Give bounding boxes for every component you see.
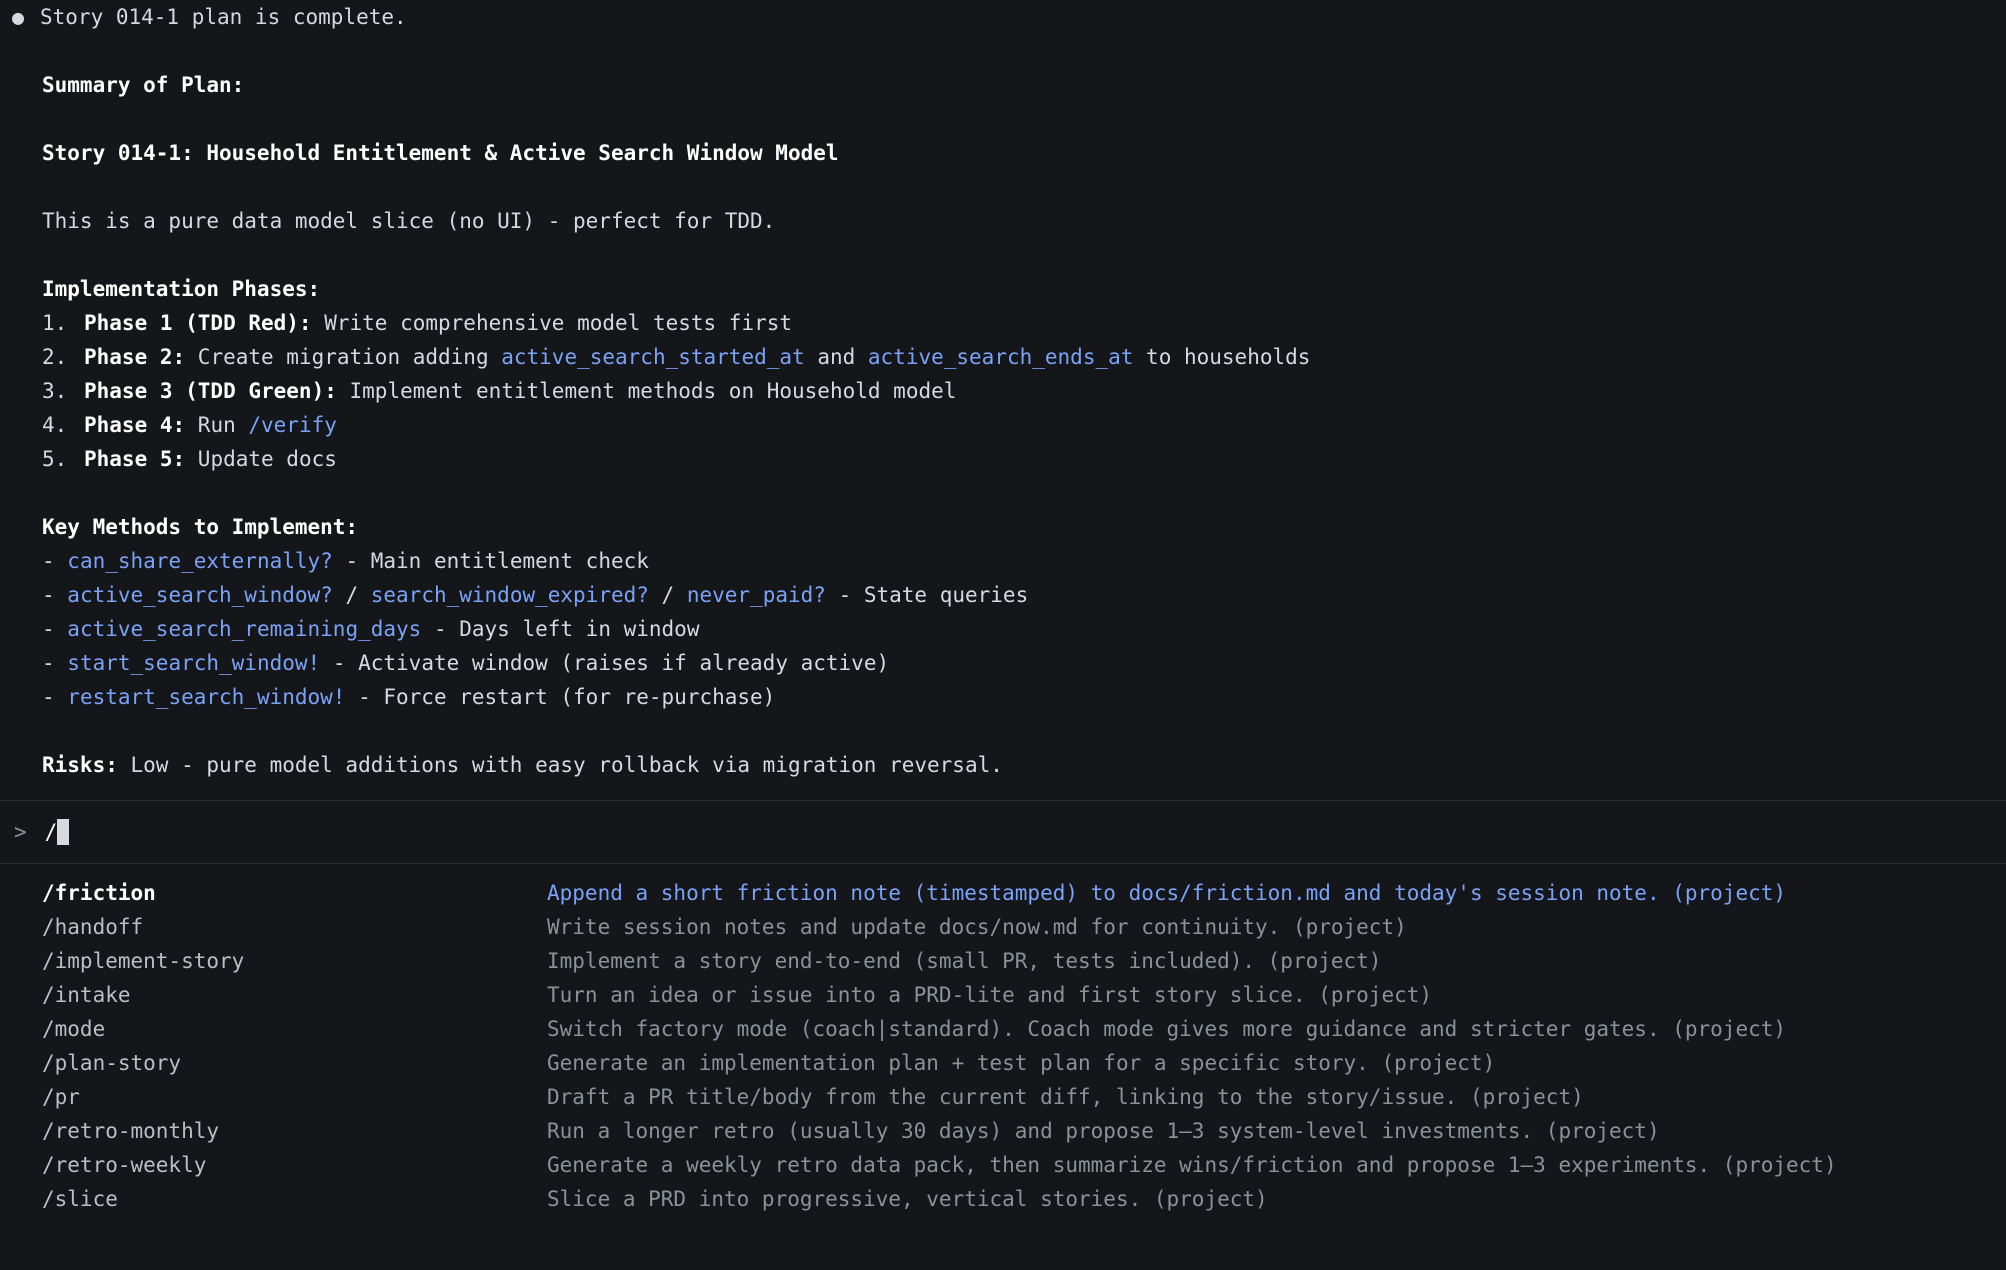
phase-item xyxy=(0,306,2006,340)
phase-code: active_search_started_at xyxy=(501,345,805,369)
spacer xyxy=(0,170,2006,204)
command-name: /retro-monthly xyxy=(42,1119,220,1143)
command-name: /handoff xyxy=(42,915,144,939)
method-code-2: search_window_expired? xyxy=(370,583,649,607)
method-dash: - xyxy=(42,549,68,573)
method-item xyxy=(0,646,2006,680)
command-item-pr[interactable] xyxy=(0,1080,2006,1114)
phase-text: Write comprehensive model tests first xyxy=(311,311,793,335)
method-item xyxy=(0,680,2006,714)
command-description: Append a short friction note (timestamped) to docs/friction.md and today's session note. (project) xyxy=(547,881,1787,905)
command-name: /friction xyxy=(42,881,156,905)
phase-code: /verify xyxy=(248,413,337,437)
command-item-slice[interactable] xyxy=(0,1182,2006,1216)
command-name: /plan-story xyxy=(42,1051,182,1075)
method-item xyxy=(0,544,2006,578)
command-item-implement-story[interactable] xyxy=(0,944,2006,978)
method-code: restart_search_window! xyxy=(67,685,346,709)
command-name: /retro-weekly xyxy=(42,1153,207,1177)
phase-number: 3. xyxy=(42,379,68,403)
method-sep-2: / xyxy=(648,583,687,607)
phase-number: 2. xyxy=(42,345,68,369)
risks-line xyxy=(0,748,2006,782)
command-name: /intake xyxy=(42,983,131,1007)
command-name: /implement-story xyxy=(42,949,245,973)
story-description: This is a pure data model slice (no UI) - perfect for TDD. xyxy=(42,209,776,233)
phase-label: Phase 1 (TDD Red): xyxy=(84,311,312,335)
method-code: active_search_remaining_days xyxy=(67,617,422,641)
phase-item xyxy=(0,340,2006,374)
command-name: /mode xyxy=(42,1017,106,1041)
phase-number: 1. xyxy=(42,311,68,335)
command-input[interactable]: / xyxy=(44,820,58,844)
spacer xyxy=(0,476,2006,510)
phase-label: Phase 4: xyxy=(84,413,186,437)
key-methods-heading: Key Methods to Implement: xyxy=(42,515,359,539)
method-dash: - xyxy=(42,617,68,641)
phase-text-3: to households xyxy=(1133,345,1311,369)
phase-item xyxy=(0,374,2006,408)
plan-complete-text: Story 014-1 plan is complete. xyxy=(40,5,407,29)
bullet-icon: ● xyxy=(12,5,25,29)
summary-heading: Summary of Plan: xyxy=(42,73,245,97)
command-description: Switch factory mode (coach|standard). Coach mode gives more guidance and stricter gates. (project) xyxy=(547,1017,1787,1041)
command-description: Write session notes and update docs/now.md for continuity. (project) xyxy=(547,915,1407,939)
phase-number: 5. xyxy=(42,447,68,471)
command-item-handoff[interactable] xyxy=(0,910,2006,944)
command-description: Implement a story end-to-end (small PR, tests included). (project) xyxy=(547,949,1382,973)
phase-text: Run xyxy=(185,413,249,437)
risks-label: Risks: xyxy=(42,753,118,777)
method-desc: - Main entitlement check xyxy=(332,549,649,573)
method-item xyxy=(0,612,2006,646)
spacer xyxy=(0,34,2006,68)
transcript-first-line xyxy=(0,0,2006,34)
spacer xyxy=(0,102,2006,136)
phase-item xyxy=(0,442,2006,476)
phase-text: Implement entitlement methods on Household model xyxy=(336,379,957,403)
command-name: /pr xyxy=(42,1085,80,1109)
command-description: Run a longer retro (usually 30 days) and propose 1–3 system-level investments. (project) xyxy=(547,1119,1660,1143)
method-dash: - xyxy=(42,685,68,709)
command-item-retro-weekly[interactable] xyxy=(0,1148,2006,1182)
slash-command-list[interactable] xyxy=(0,864,2006,1216)
phase-label: Phase 3 (TDD Green): xyxy=(84,379,337,403)
command-description: Turn an idea or issue into a PRD-lite and first story slice. (project) xyxy=(547,983,1433,1007)
method-dash: - xyxy=(42,583,68,607)
method-code: can_share_externally? xyxy=(67,549,333,573)
method-item xyxy=(0,578,2006,612)
command-name: /slice xyxy=(42,1187,118,1211)
method-desc: - Days left in window xyxy=(421,617,700,641)
method-desc: - State queries xyxy=(825,583,1029,607)
method-code: active_search_window? xyxy=(67,583,333,607)
method-desc: - Activate window (raises if already active) xyxy=(320,651,890,675)
prompt-caret-icon: > xyxy=(14,820,27,844)
command-description: Generate a weekly retro data pack, then summarize wins/friction and propose 1–3 experiments. (project) xyxy=(547,1153,1837,1177)
command-item-mode[interactable] xyxy=(0,1012,2006,1046)
command-description: Slice a PRD into progressive, vertical stories. (project) xyxy=(547,1187,1268,1211)
phase-label: Phase 2: xyxy=(84,345,186,369)
command-description: Generate an implementation plan + test plan for a specific story. (project) xyxy=(547,1051,1496,1075)
method-dash: - xyxy=(42,651,68,675)
implementation-phases-heading: Implementation Phases: xyxy=(42,277,321,301)
method-desc: - Force restart (for re-purchase) xyxy=(345,685,776,709)
command-item-friction[interactable] xyxy=(0,876,2006,910)
command-description: Draft a PR title/body from the current diff, linking to the story/issue. (project) xyxy=(547,1085,1584,1109)
phase-number: 4. xyxy=(42,413,68,437)
spacer xyxy=(0,714,2006,748)
phase-text: Update docs xyxy=(185,447,337,471)
method-code: start_search_window! xyxy=(67,651,321,675)
risks-text: Low - pure model additions with easy rollback via migration reversal. xyxy=(117,753,1003,777)
method-code-3: never_paid? xyxy=(686,583,826,607)
phase-code-2: active_search_ends_at xyxy=(867,345,1134,369)
spacer xyxy=(0,238,2006,272)
phase-label: Phase 5: xyxy=(84,447,186,471)
phase-item xyxy=(0,408,2006,442)
phase-text-2: and xyxy=(804,345,868,369)
phase-text: Create migration adding xyxy=(185,345,502,369)
command-item-plan-story[interactable] xyxy=(0,1046,2006,1080)
method-sep: / xyxy=(332,583,371,607)
prompt-input-row[interactable] xyxy=(0,801,2006,863)
command-item-retro-monthly[interactable] xyxy=(0,1114,2006,1148)
text-cursor xyxy=(57,819,69,845)
command-item-intake[interactable] xyxy=(0,978,2006,1012)
story-title: Story 014-1: Household Entitlement & Active Search Window Model xyxy=(42,141,839,165)
